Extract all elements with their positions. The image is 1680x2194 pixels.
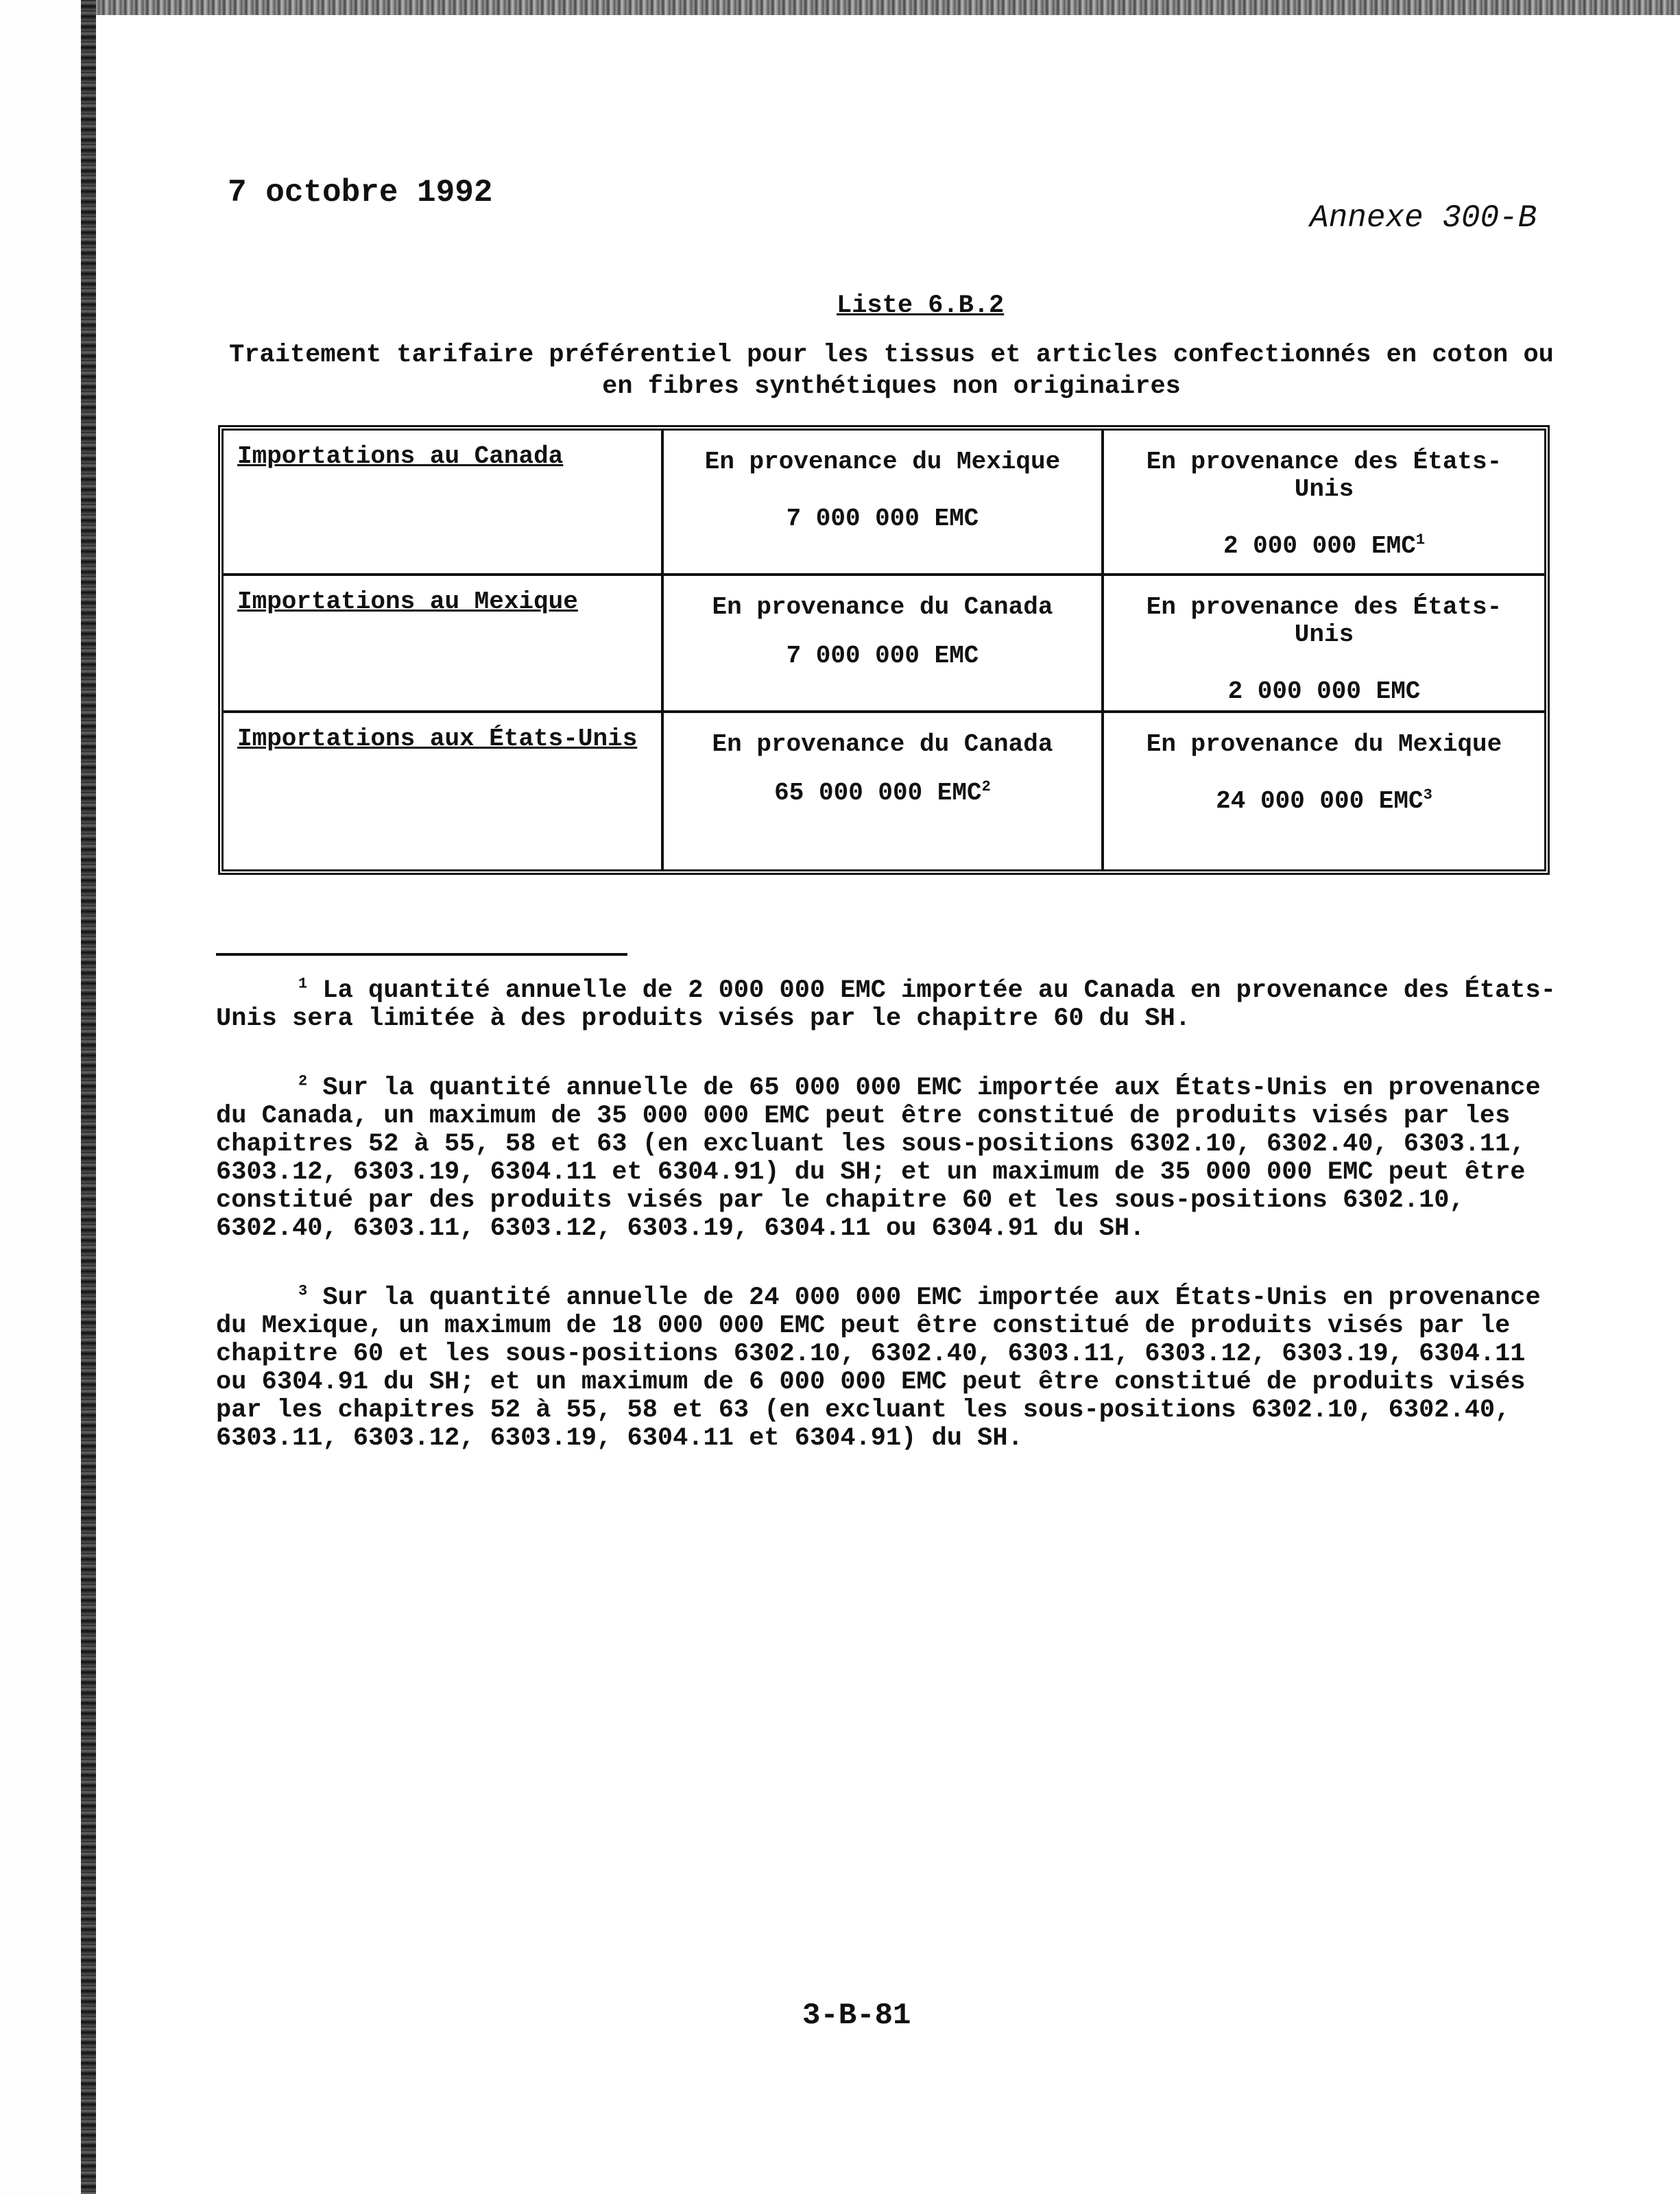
table-cell <box>664 576 1104 713</box>
footnote-divider <box>216 953 627 956</box>
row-label-mexique: Importations au Mexique <box>237 588 578 616</box>
document-date: 7 octobre 1992 <box>228 175 493 210</box>
page-number: 3-B-81 <box>802 1999 911 2033</box>
footnote-ref: 3 <box>1423 786 1432 804</box>
table-cell <box>1104 576 1544 713</box>
table-row-label <box>224 713 664 869</box>
origin-label: En provenance du Canada <box>712 593 1053 621</box>
quantity-value: 65 000 000 EMC$^2$ <box>774 778 991 807</box>
footnote-ref: 2 <box>981 778 991 795</box>
footnote-marker: 3 <box>298 1282 308 1300</box>
quantity-value: 24 000 000 EMC$^3$ <box>1216 786 1432 815</box>
quantity-value: 2 000 000 EMC <box>1227 677 1421 706</box>
table-cell <box>664 431 1104 576</box>
scan-top-edge <box>0 0 1680 15</box>
origin-label: En provenance des États-Unis <box>1146 593 1502 649</box>
annex-label: Annexe 300-B <box>1310 200 1537 236</box>
origin-label: En provenance du Canada <box>712 730 1053 758</box>
footnotes <box>216 977 1560 1494</box>
quantity-value: 7 000 000 EMC <box>786 505 979 533</box>
schedule-heading: Traitement tarifaire préférentiel pour les tissus et articles confectionnés en coton ou en fibres synthétiques non originaires <box>229 341 1554 401</box>
footnote: $^2$ Sur la quantité annuelle de 65 000 000 EMC importée aux États-Unis en provenance du Canada, un maximum de 35 000 000 EMC peut être constitué de produits visés par les chapitres 52 à 55, 58 et 63 (en excluant les sous-positions 6302.10, 6302.40, 6303.11, 6303.12, 6303.19, 6304.11 et 6304.91) du SH; et un maximum de 35 000 000 EMC peut être constitué par des produits visés par le chapitre 60 et les sous-positions 6302.10, 6302.40, 6303.11, 6303.12, 6303.19, 6304.11 ou 6304.91 du SH. <box>216 1072 1541 1243</box>
row-label-etats-unis: Importations aux États-Unis <box>237 725 638 753</box>
quantity-value: 2 000 000 EMC$^1$ <box>1223 531 1426 560</box>
origin-label: En provenance du Mexique <box>1146 730 1502 758</box>
footnote-marker: 2 <box>298 1072 308 1090</box>
quantity-value: 7 000 000 EMC <box>786 642 979 670</box>
footnote-marker: 1 <box>298 975 308 993</box>
table-cell <box>664 713 1104 869</box>
scan-margin <box>0 0 81 2194</box>
origin-label: En provenance des États-Unis <box>1146 448 1502 503</box>
schedule-title: Liste 6.B.2 <box>837 291 1005 320</box>
table-cell <box>1104 713 1544 869</box>
table-row-label <box>224 576 664 713</box>
row-label-canada: Importations au Canada <box>237 442 564 470</box>
footnote: $^1$ La quantité annuelle de 2 000 000 EMC importée au Canada en provenance des États-Unis sera limitée à des produits visés par le chapitre 60 du SH. <box>216 975 1556 1033</box>
quota-table <box>218 425 1550 875</box>
footnote-ref: 1 <box>1415 531 1426 548</box>
table-cell <box>1104 431 1544 576</box>
scan-binding-edge <box>81 0 96 2194</box>
origin-label: En provenance du Mexique <box>704 448 1061 476</box>
footnote: $^3$ Sur la quantité annuelle de 24 000 000 EMC importée aux États-Unis en provenance du Mexique, un maximum de 18 000 000 EMC peut être constitué de produits visés par le chapitre 60 et les sous-positions 6302.10, 6302.40, 6303.11, 6303.12, 6303.19, 6304.11 ou 6304.91 du SH; et un maximum de 6 000 000 EMC peut être constitué de produits visés par les chapitres 52 à 55, 58 et 63 (en excluant les sous-positions 6302.10, 6302.40, 6303.11, 6303.12, 6303.19, 6304.11 et 6304.91) du SH. <box>216 1282 1541 1453</box>
table-row-label <box>224 431 664 576</box>
